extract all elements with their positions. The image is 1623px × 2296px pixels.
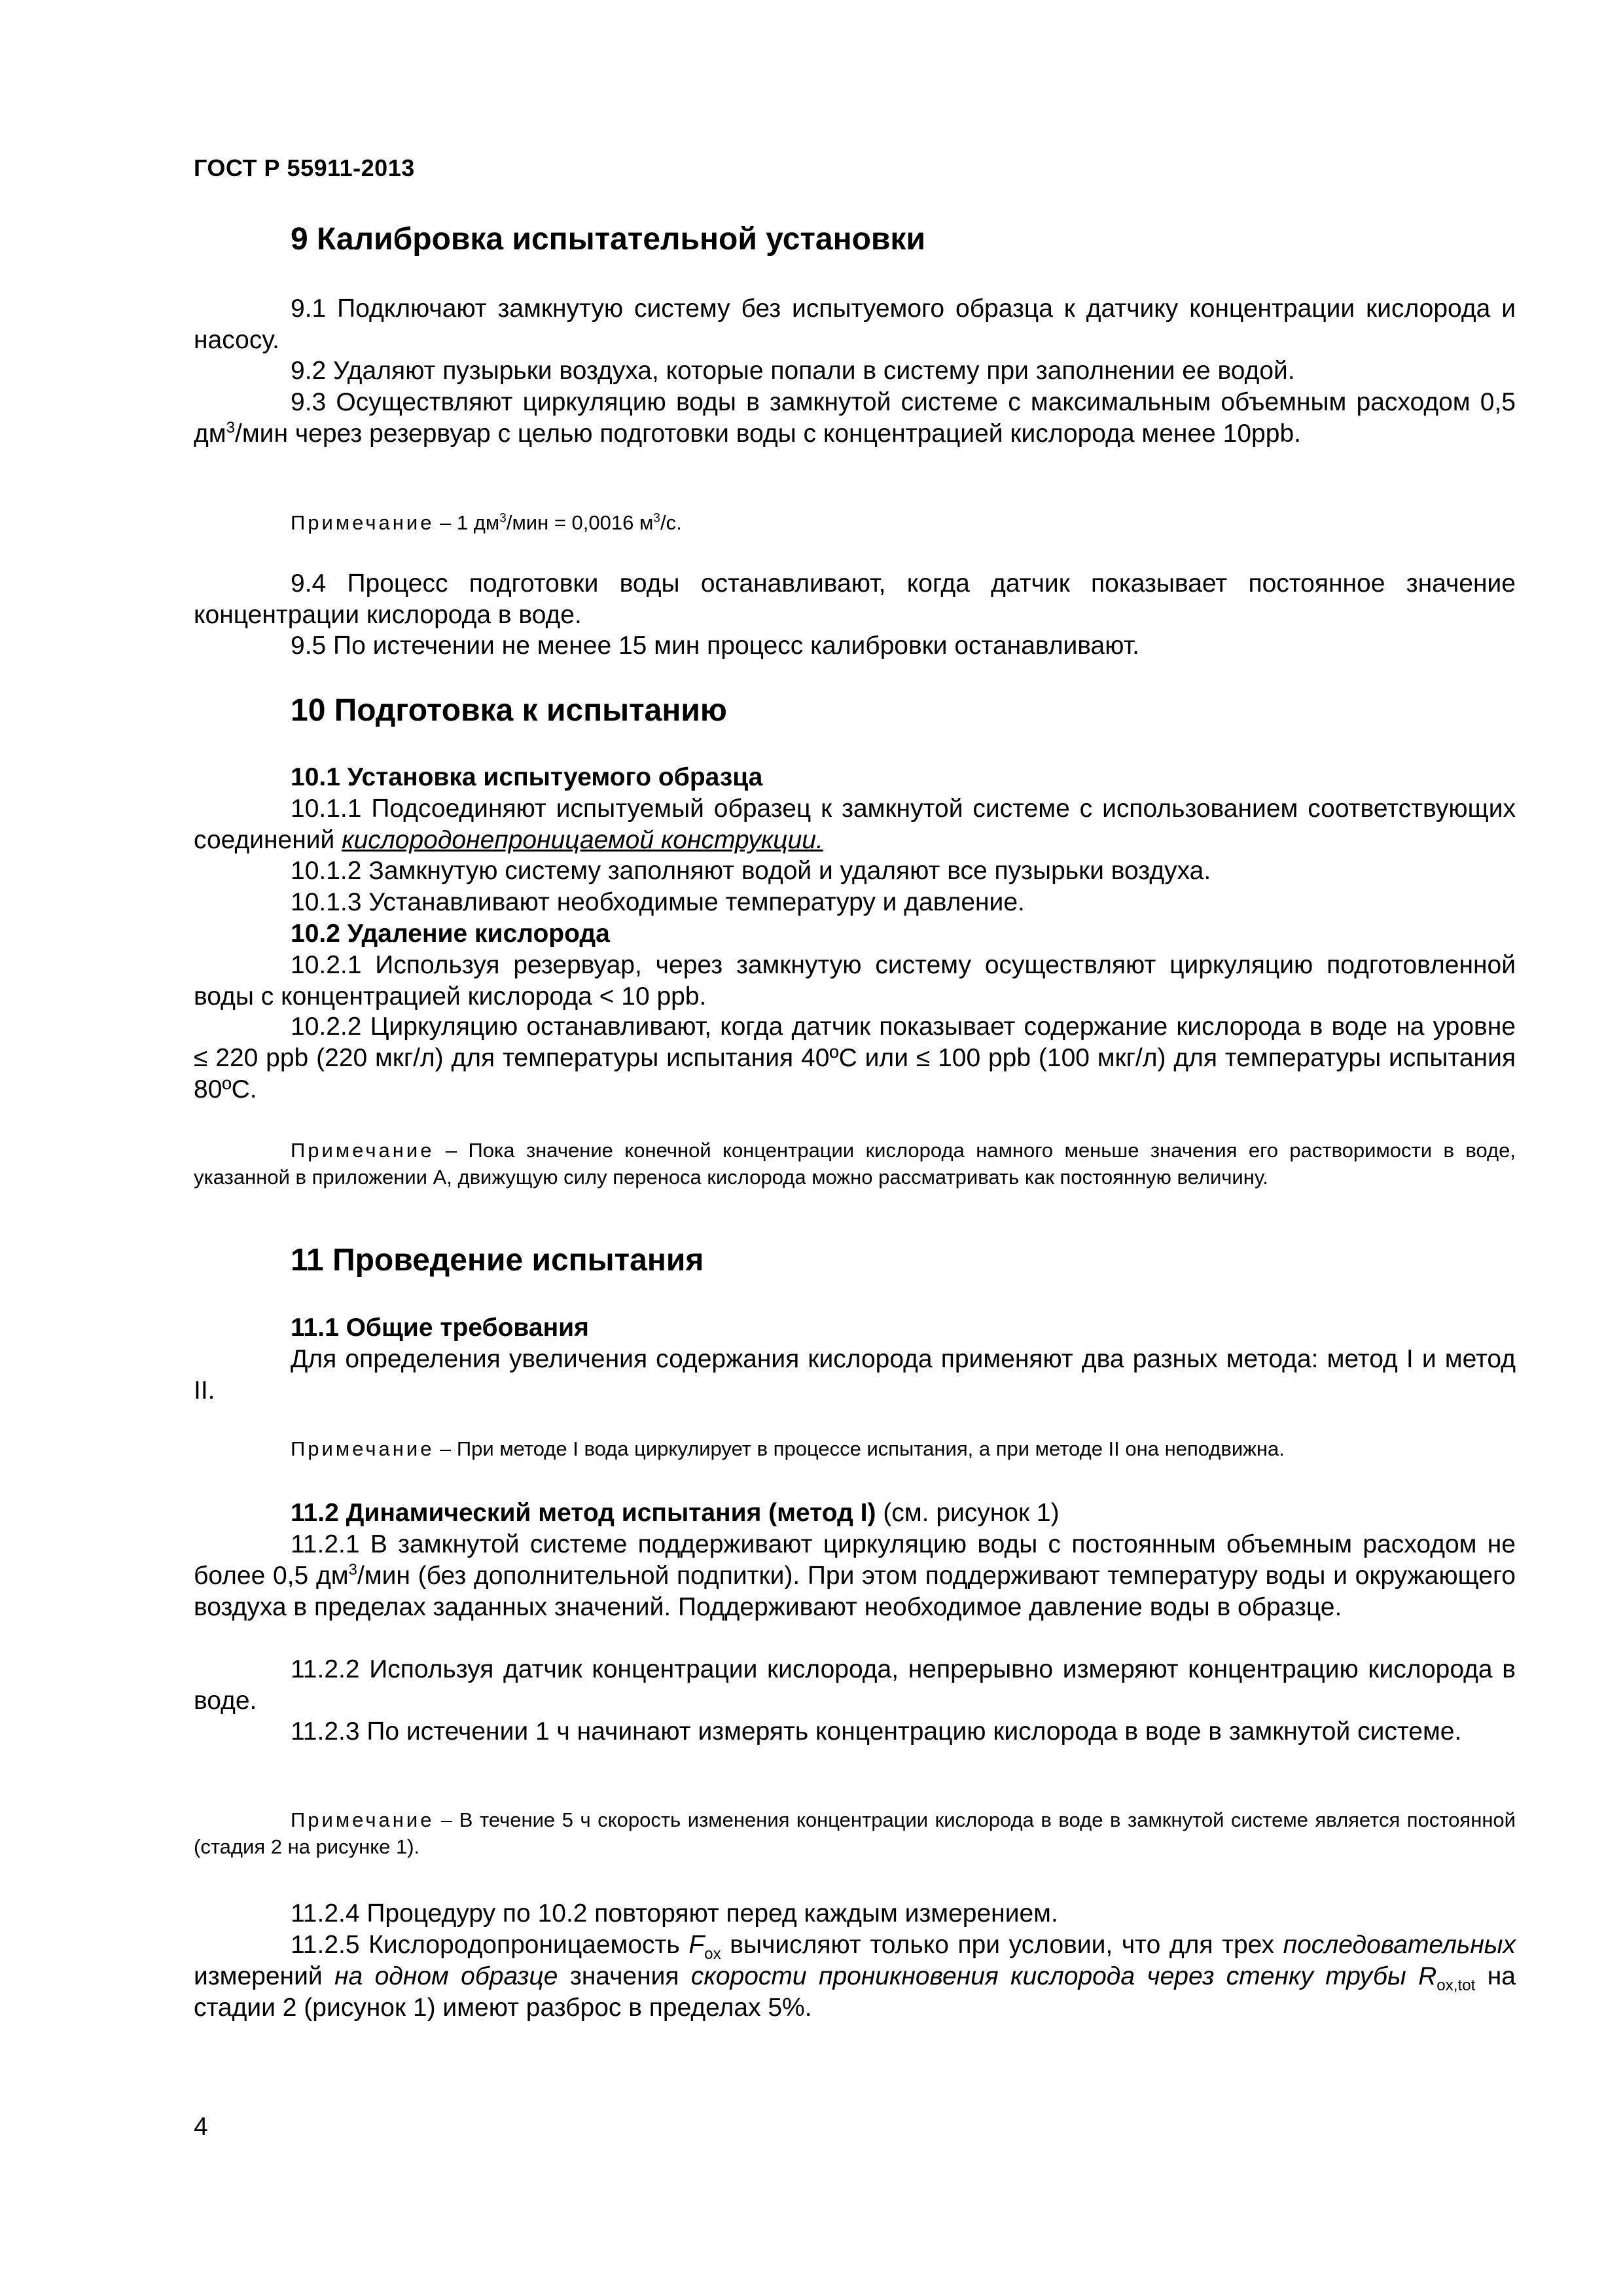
paragraph-11-2-1-a: 11.2.1 В замкнутой системе поддерживают циркуляцию воды с постоянным объемным расходом не более 0,5 дм (194, 1530, 1516, 1590)
paragraph-11-2-5-c: последовательных (1283, 1931, 1516, 1959)
paragraph-11-2-5-g: скорости проникновения кислорода через стенку трубы (690, 1962, 1406, 1990)
subsection-11-1-title: 11.1 Общие требования (291, 1314, 589, 1342)
note-10-label: Примечание (291, 1139, 435, 1162)
paragraph-11-2-5-F-sub: ox (704, 1945, 721, 1963)
paragraph-11-2-5-R: R (1418, 1962, 1437, 1990)
paragraph-9-3-sup: 3 (226, 419, 236, 437)
subsection-11-2-title-rest: (см. рисунок 1) (876, 1499, 1060, 1527)
note-9-b: /мин = 0,0016 м (506, 511, 654, 534)
note-11-1-text: – При методе I вода циркулирует в процессе испытания, а при методе II она неподвижна. (434, 1437, 1285, 1460)
paragraph-11-2-1-sup: 3 (348, 1561, 357, 1579)
paragraph-11-2-1 (194, 1529, 1516, 1623)
note-9-sup2: 3 (653, 511, 660, 526)
paragraph-10-2-2: 10.2.2 Циркуляцию останавливают, когда датчик показывает содержание кислорода в воде на уровне ≤ 220 ppb (220 мкг/л) для температуры испытания 40ºС или ≤ 100 ppb (100 мкг/л) для температуры испытания 80ºС. (194, 1013, 1516, 1103)
paragraph-9-5: 9.5 По истечении не менее 15 мин процесс калибровки останавливают. (291, 632, 1139, 660)
note-10-text: – Пока значение конечной концентрации кислорода намного меньше значения его растворимости в воде, указанной в приложении А, движущую силу переноса кислорода можно рассматривать как постоянную величину. (194, 1139, 1516, 1189)
paragraph-9-1: 9.1 Подключают замкнутую систему без испытуемого образца к датчику концентрации кислорода и насосу. (194, 295, 1516, 354)
paragraph-9-3-b: /мин через резервуар с целью подготовки воды с концентрацией кислорода менее 10ppb. (235, 420, 1301, 448)
paragraph-11-2-3: 11.2.3 По истечении 1 ч начинают измерять концентрацию кислорода в воде в замкнутой системе. (291, 1717, 1462, 1746)
paragraph-11-2-4: 11.2.4 Процедуру по 10.2 повторяют перед каждым измерением. (291, 1899, 1058, 1928)
paragraph-11-2-5-a: 11.2.5 Кислородопроницаемость (291, 1931, 689, 1959)
paragraph-11-2-5-f: значения (558, 1962, 691, 1990)
paragraph-11-2-5-i: на стадии 2 (рисунок 1) имеют разброс в пределах 5%. (194, 1962, 1516, 2022)
subsection-10-2-title: 10.2 Удаление кислорода (291, 920, 610, 948)
paragraph-9-3-a: 9.3 Осуществляют циркуляцию воды в замкнутой системе с максимальным объемным расходом 0,5 дм (194, 388, 1516, 448)
paragraph-11-2-5-d: измерений (194, 1962, 335, 1990)
paragraph-10-2-1: 10.2.1 Используя резервуар, через замкнутую систему осуществляют циркуляцию подготовленной воды с концентрацией кислорода < 10 ppb. (194, 951, 1516, 1011)
subsection-10-1-title: 10.1 Установка испытуемого образца (291, 763, 763, 791)
section-10-title: 10 Подготовка к испытанию (291, 693, 727, 728)
note-9-sup1: 3 (499, 511, 507, 526)
note-9-a: – 1 дм (434, 511, 500, 534)
paragraph-10-1-2: 10.1.2 Замкнутую систему заполняют водой и удаляют все пузырьки воздуха. (291, 857, 1211, 885)
paragraph-9-3 (194, 387, 1516, 450)
paragraph-9-4: 9.4 Процесс подготовки воды останавливают, когда датчик показывает постоянное значение концентрации кислорода в воде. (194, 569, 1516, 629)
note-9-label: Примечание (291, 511, 435, 534)
note-11-1-label: Примечание (291, 1437, 435, 1460)
subsection-11-2-title-bold: 11.2 Динамический метод испытания (метод I) (291, 1499, 876, 1527)
paragraph-11-2-5 (194, 1929, 1516, 2024)
paragraph-11-1: Для определения увеличения содержания кислорода применяют два разных метода: метод I и метод II. (194, 1345, 1516, 1405)
subsection-11-2-title (194, 1498, 1613, 1529)
paragraph-10-1-3: 10.1.3 Устанавливают необходимые температуру и давление. (291, 888, 1025, 916)
page-number: 4 (194, 2113, 208, 2141)
note-9 (194, 509, 1516, 536)
note-9-c: /с. (660, 511, 682, 534)
note-11-2-text: – В течение 5 ч скорость изменения концентрации кислорода в воде в замкнутой системе является постоянной (стадия 2 на рисунке 1). (194, 1808, 1516, 1858)
paragraph-10-1-1-a: 10.1.1 Подсоединяют испытуемый образец к замкнутой системе с использованием соответствующих соединений (194, 795, 1516, 854)
paragraph-11-2-5-h (1406, 1962, 1418, 1990)
note-11-1 (194, 1435, 1516, 1462)
document-page (194, 0, 1516, 2296)
section-11-title: 11 Проведение испытания (291, 1243, 704, 1278)
paragraph-11-2-5-e: на одном образце (334, 1962, 558, 1990)
paragraph-11-2-5-b: вычисляют только при условии, что для трех (721, 1931, 1283, 1959)
paragraph-11-2-5-F: F (688, 1931, 705, 1959)
paragraph-11-2-1-b: /мин (без дополнительной подпитки). При этом поддерживают температуру воды и окружающего воздуха в пределах заданных значений. Поддерживают необходимое давление воды в образце. (194, 1562, 1516, 1621)
paragraph-10-1-1 (194, 793, 1516, 856)
note-11-2 (194, 1806, 1516, 1860)
note-10 (194, 1137, 1516, 1191)
section-9-title: 9 Калибровка испытательной установки (291, 222, 925, 257)
paragraph-9-2: 9.2 Удаляют пузырьки воздуха, которые попали в систему при заполнении ее водой. (291, 357, 1295, 385)
note-11-2-label: Примечание (291, 1808, 435, 1831)
document-header-id: ГОСТ Р 55911-2013 (194, 154, 415, 181)
paragraph-10-1-1-b: кислородонепроницаемой конструкции. (342, 826, 823, 854)
paragraph-11-2-5-R-sub: ox,tot (1436, 1976, 1476, 1994)
paragraph-11-2-2: 11.2.2 Используя датчик концентрации кислорода, непрерывно измеряют концентрацию кислорода в воде. (194, 1655, 1516, 1715)
